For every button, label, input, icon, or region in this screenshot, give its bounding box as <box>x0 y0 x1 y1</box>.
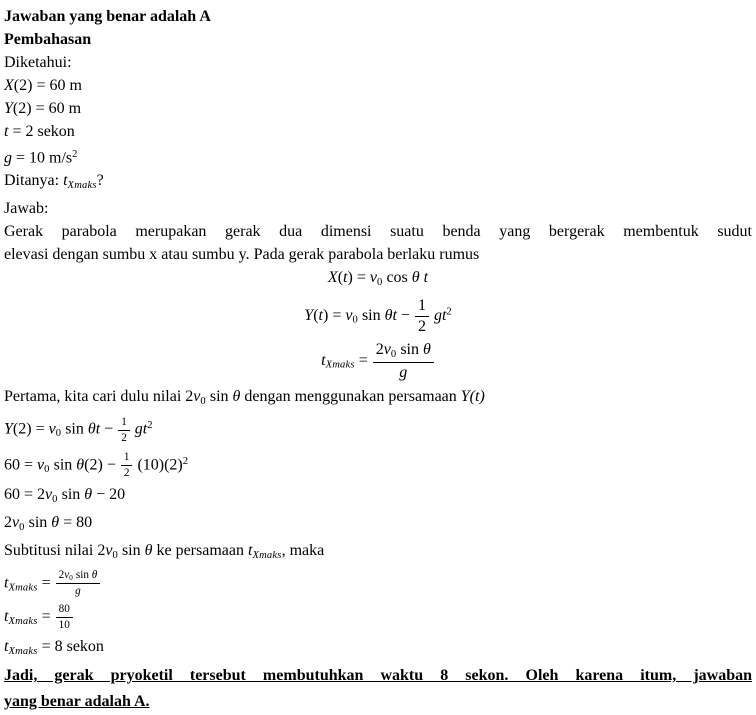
given-g-equation: g = 10 $m/s^2$ <box>4 149 78 167</box>
equation-60-step2: 60 = 2v0 sin θ − 20 <box>4 485 126 505</box>
given-t-equation: t = 2 sekon <box>4 123 75 140</box>
equation-2v0sin-80: 2v0 sin θ = 80 <box>4 513 93 533</box>
step-intro-line: Pertama, kita cari dulu nilai 2v0 sin θ dengan menggunakan persamaan Y(t) <box>4 387 485 407</box>
equation-y2-substituted: Y(2) = v0 sin θt − $\frac{1}{2}$ $gt^2$ <box>4 415 153 444</box>
conclusion-line-1: Jadi, gerak pryoketil tersebut membutuhkan waktu 8 sekon. Oleh karena itum, jawaban <box>4 667 752 685</box>
equation-txmaks-step2: tXmaks = $\frac{80}{10}$ <box>4 601 752 635</box>
substitution-line: Subtitusi nilai 2v0 sin θ ke persamaan tXmaks, maka <box>4 541 325 561</box>
answer-label: Jawab: <box>4 200 49 218</box>
answer-heading: Jawaban yang benar adalah A <box>4 8 211 25</box>
explanation-line-2: elevasi dengan sumbu x atau sumbu y. Pada gerak parabola berlaku rumus <box>4 246 480 264</box>
given-y-equation: Y(2) = 60 m <box>4 100 82 117</box>
asked-line: Ditanya: tXmaks? <box>4 172 104 192</box>
explanation-line-1: Gerak parabola merupakan gerak dua dimensi suatu benda yang bergerak membentuk sudut <box>4 223 752 241</box>
conclusion-line-2: yang benar adalah A. <box>4 693 150 711</box>
equation-txmaks-result: tXmaks = 8 sekon <box>4 638 104 658</box>
equation-txmaks-step1: tXmaks = $\frac{\text{2v0 sin θ}}{g}$ <box>4 567 752 601</box>
given-x-equation: X(2) = 60 m <box>4 77 82 94</box>
equation-x-of-t: X(t) = v0 cos θ t <box>327 269 429 289</box>
equation-txmaks-formula: tXmaks = $\frac{\text{2v0 sin θ}}{g}$ <box>4 338 752 384</box>
equation-y-of-t: Y(t) = v0 sin θt − $\frac{1}{2}$ $gt^2$ <box>304 297 452 335</box>
section-heading: Pembahasan <box>4 31 92 48</box>
given-label: Diketahui: <box>4 54 72 71</box>
equation-60-step1: 60 = v0 sin θ(2) − $\frac{1}{2}$ $(10)(2)^2$ <box>4 450 189 479</box>
